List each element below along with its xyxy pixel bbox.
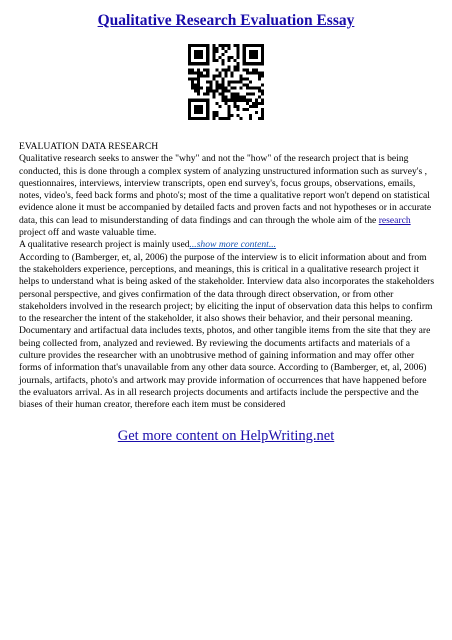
paragraph-intro bbox=[19, 153, 435, 239]
document-title[interactable]: Qualitative Research Evaluation Essay bbox=[97, 12, 355, 29]
document-body bbox=[19, 141, 435, 412]
qr-code-icon bbox=[188, 44, 264, 120]
research-link[interactable]: research bbox=[378, 214, 411, 226]
paragraph-intro-tail: project off and waste valuable time. bbox=[19, 227, 157, 239]
paragraph-usage-text: A qualitative research project is mainly used bbox=[19, 239, 190, 251]
section-heading: EVALUATION DATA RESEARCH bbox=[19, 141, 159, 152]
paragraph-interview: According to (Bamberger, et, al, 2006) the purpose of the interview is to elicit information about and from the stakeholders experience, perceptions, and meanings, this is critical in a qualitative research project it helps to understand what is being asked of the stakeholder. Interview data also incorporates the stakeholders personal perspective, and gives confirmation of the data through direct observation, or from other stakeholders involved in the research project; by eliciting the input of observation data this helps to confirm to the researcher the intent of the stakeholder, it also shows their behavior, and their personal meaning. Documentary and artifactual data includes texts, photos, and other tangible items from the site that they are being collected from, analyzed and reviewed. By reviewing the documents artifacts and materials of a culture provides the researcher with an unobtrusive method of gaining information and may offer other forms of information that's unavailable from any other data source. According to (Bamberger, et, al, 2006) journals, artifacts, photo's and artwork may provide information of occurrences that have happened before the evaluators arrival. As in all research projects documents and artifacts include the perspective and the biases of their human creator, therefore each item must be considered bbox=[19, 251, 435, 411]
paragraph-intro-text: Qualitative research seeks to answer the "why" and not the "how" of the research project that is being conducted, this is done through a complex system of analyzing unstructured information such as survey's , questionnaires, interviews, interview transcripts, open end survey's, focus groups, observations, emails, notes, video's, feed back forms and photo's; most of the time a qualitative report won't depend on statistical evidence alone it must be accompanied by detailed facts and proven facts and not hypotheses or in accurate data, this can lead to misunderstanding of data findings and can through the whole aim of the bbox=[19, 153, 432, 226]
footer-link[interactable]: Get more content on HelpWriting.net bbox=[117, 428, 335, 444]
show-more-link[interactable]: ...show more content... bbox=[189, 239, 277, 251]
paragraph-usage bbox=[19, 239, 435, 251]
